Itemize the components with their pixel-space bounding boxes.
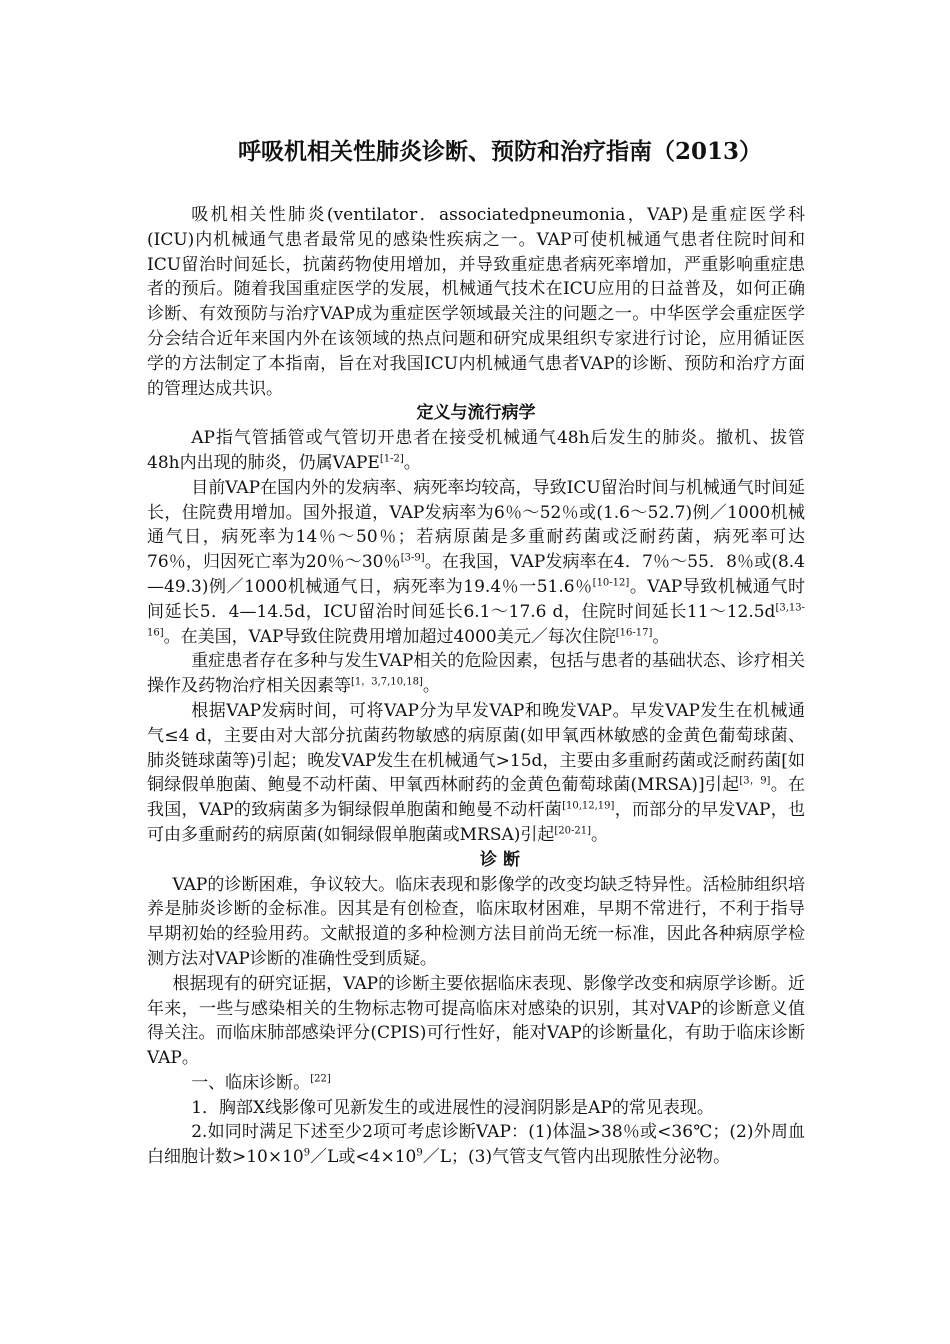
citation-ref: [1-2] bbox=[379, 453, 404, 465]
text-segment: ／L；(3)气管支气管内出现脓性分泌物。 bbox=[422, 1147, 731, 1168]
citation-ref: [16-17] bbox=[615, 626, 653, 638]
text-segment: AP指气管插管或气管切开患者在接受机械通气48h后发生的肺炎。撤机、拔管48h内出现的肺炎，仍属VAPE bbox=[147, 428, 805, 473]
document-title: 呼吸机相关性肺炎诊断、预防和治疗指南（2013） bbox=[237, 138, 762, 165]
text-segment: ，而部分的早发VAP，也可由多重耐药的病原菌(如铜绿假单胞菌或MRSA)引起 bbox=[147, 800, 805, 845]
citation-ref: [1，3,7,10,18] bbox=[351, 676, 423, 688]
definition-paragraph-3 bbox=[147, 649, 805, 699]
text-segment: 一、临床诊断。 bbox=[191, 1072, 311, 1093]
intro-paragraph bbox=[147, 203, 805, 401]
exponent: 9 bbox=[416, 1147, 423, 1159]
text-segment: 。在我国，VAP发病率在4．7％～55．8％或(8.4—49.3)例／1000机械通气日，病死率为19.4％一51.6％ bbox=[147, 552, 805, 597]
text-segment: 。在美国，VAP导致住院费用增加超过4000美元／每次住院 bbox=[163, 626, 616, 647]
definition-paragraph-2 bbox=[147, 476, 805, 650]
section-heading-diagnosis: 诊 断 bbox=[480, 849, 520, 870]
text-segment: 重症患者存在多种与发生VAP相关的危险因素，包括与患者的基础状态、诊疗相关操作及药物治疗相关因素等 bbox=[147, 651, 805, 697]
document-body bbox=[147, 203, 805, 1170]
citation-ref: [3-9] bbox=[400, 552, 425, 564]
diagnosis-paragraph-2: 根据现有的研究证据，VAP的诊断主要依据临床表现、影像学改变和病原学诊断。近年来，一些与感染相关的生物标志物可提高临床对感染的识别，其对VAP的诊断意义值得关注。而临床肺部感染评分(CPIS)可行性好，能对VAP的诊断量化，有助于临床诊断VAP。 bbox=[147, 973, 805, 1069]
text-segment: 目前VAP在国内外的发病率、病死率均较高，导致ICU留治时间与机械通气时间延长，住院费用增加。国外报道，VAP发病率为6％～52％或(1.6～52.7)例／1000机械通气日，病死率为14％～50％；若病原菌是多重耐药菌或泛耐药菌，病死率可达76％，归因死亡率为20％～30％ bbox=[147, 477, 805, 573]
diagnosis-item-2 bbox=[147, 1120, 805, 1170]
text-segment: 。在我国，VAP的致病菌多为铜绿假单胞菌和鲍曼不动杆菌 bbox=[147, 775, 806, 821]
citation-ref: [22] bbox=[310, 1073, 331, 1085]
clinical-diagnosis-heading bbox=[147, 1071, 805, 1096]
definition-paragraph-4 bbox=[147, 699, 805, 848]
diagnosis-item-1: 1．胸部X线影像可见新发生的或进展性的浸润阴影是AP的常见表现。 bbox=[191, 1097, 714, 1118]
text-segment: 。VAP导致机械通气时间延长5．4—14.5d，ICU留治时间延长6.1～17.6 d，住院时间延长11～12.5d bbox=[147, 576, 805, 622]
text-segment: 。 bbox=[652, 626, 670, 647]
citation-ref: [3,13-16] bbox=[147, 602, 805, 638]
intro-text: 吸机相关性肺炎(ventilator．associatedpneumonia，VAP)是重症医学科(ICU)内机械通气患者最常见的感染性疾病之一。VAP可使机械通气患者住院时间和ICU留治时间延长，抗菌药物使用增加，并导致重症患者病死率增加，严重影响重症患者的预后。随着我国重症医学的发展，机械通气技术在ICU应用的日益普及，如何正确诊断、有效预防与治疗VAP成为重症医学领域最关注的问题之一。中华医学会重症医学分会结合近年来国内外在该领域的热点问题和研究成果组织专家进行讨论，应用循证医学的方法制定了本指南，旨在对我国ICU内机械通气患者VAP的诊断、预防和治疗方面的管理达成共识。 bbox=[147, 205, 805, 399]
citation-ref: [10-12] bbox=[592, 577, 630, 589]
citation-ref: [3，9] bbox=[739, 775, 771, 787]
text-segment: 。 bbox=[422, 676, 440, 697]
definition-paragraph-1 bbox=[147, 426, 805, 476]
citation-ref: [20-21] bbox=[554, 825, 592, 837]
diagnosis-paragraph-1: VAP的诊断困难，争议较大。临床表现和影像学的改变均缺乏特异性。活检肺组织培养是肺炎诊断的金标准。因其是有创检查，临床取材困难，早期不常进行，不利于指导早期初始的经验用药。文献报道的多种检测方法目前尚无统一标准，因此各种病原学检测方法对VAP诊断的准确性受到质疑。 bbox=[147, 874, 805, 969]
section-heading-definition: 定义与流行病学 bbox=[416, 403, 536, 424]
citation-ref: [10,12,19] bbox=[562, 800, 615, 812]
text-segment: ／L或<4×10 bbox=[310, 1147, 417, 1168]
text-segment: 。 bbox=[591, 824, 609, 845]
exponent: 9 bbox=[303, 1147, 311, 1159]
text-segment: 。 bbox=[403, 452, 421, 473]
text-segment: 2.如同时满足下述至少2项可考虑诊断VAP：(1)体温>38％或<36℃；(2)外周血白细胞计数>10×10 bbox=[147, 1122, 805, 1168]
text-segment: 根据VAP发病时间，可将VAP分为早发VAP和晚发VAP。早发VAP发生在机械通气≤4 d，主要由对大部分抗菌药物敏感的病原菌(如甲氧西林敏感的金黄色葡萄球菌、肺炎链球菌等)引起；晚发VAP发生在机械通气>15d，主要由多重耐药菌或泛耐药菌[如铜绿假单胞菌、鲍曼不动杆菌、甲氧西林耐药的金黄色葡萄球菌(MRSA)]引起 bbox=[147, 700, 805, 796]
